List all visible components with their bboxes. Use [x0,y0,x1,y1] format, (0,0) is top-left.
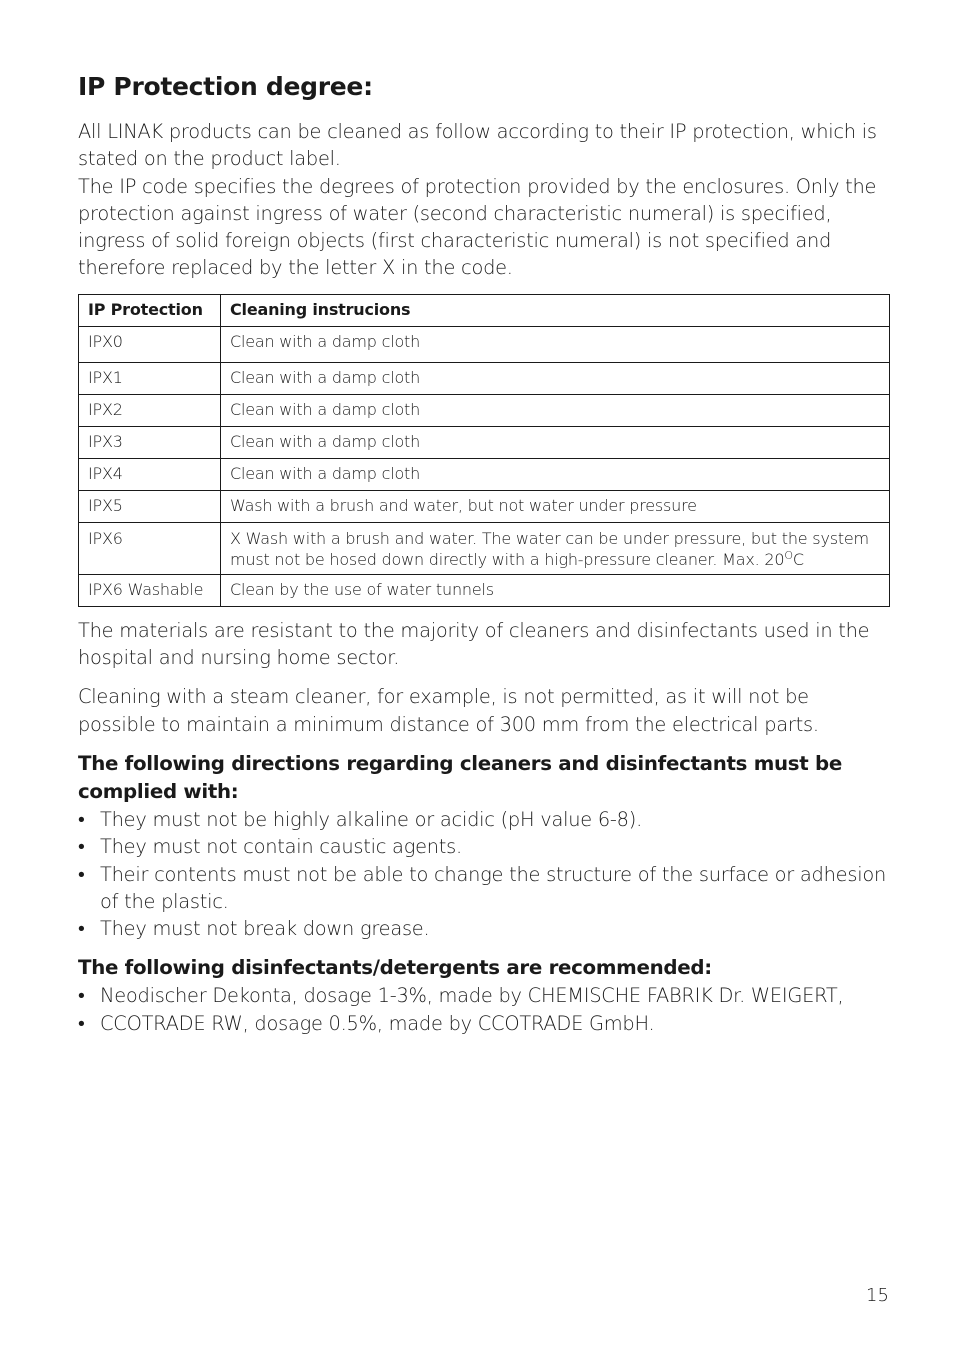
cell-instruction: Clean with a damp cloth [221,362,890,394]
intro-paragraph-2: The IP code specifies the degrees of protection provided by the enclosures. Only the protection against ingress of water (second characteristic numeral) is specified, ingress of solid foreign objects (first characteristic numeral) is not specified and therefore replaced by the letter X in the code. [78,174,877,280]
cell-instruction: Clean with a damp cloth [221,326,890,362]
bullet-icon: • [78,807,85,831]
header-ip-protection: IP Protection [79,294,221,326]
degree-superscript: O [784,549,793,563]
cell-instruction: Clean with a damp cloth [221,426,890,458]
materials-paragraph: The materials are resistant to the majority of cleaners and disinfectants used in the hospital and nursing home sector. [78,618,870,670]
list-item-text: They must not break down grease. [100,917,430,941]
list-item-text: Neodischer Dekonta, dosage 1-3%, made by CHEMISCHE FABRIK Dr. WEIGERT, [100,984,844,1008]
cell-ip: IPX6 [79,522,221,574]
list-item [78,806,890,833]
list-item-text: CCOTRADE RW, dosage 0.5%, made by CCOTRADE GmbH. [100,1011,655,1035]
bullet-icon: • [78,835,85,859]
list-item [78,833,890,860]
bullet-icon: • [78,862,85,886]
instruction-unit: C [792,550,804,570]
list-item-text: Their contents must not be able to change the structure of the surface or adhesion of the plastic. [100,862,886,913]
table-row [79,394,890,426]
list-item-text: They must not be highly alkaline or acidic (pH value 6-8). [100,807,642,831]
table-row [79,458,890,490]
page-content [78,70,890,1037]
intro-paragraph-1: All LINAK products can be cleaned as follow according to their IP protection, which is stated on the product label. [78,120,877,171]
table-row [79,490,890,522]
cell-ip: IPX3 [79,426,221,458]
cell-ip: IPX1 [79,362,221,394]
steam-cleaner-paragraph: Cleaning with a steam cleaner, for example, is not permitted, as it will not be possible to maintain a minimum distance of 300 mm from the electrical parts. [78,685,819,736]
list-item-text: They must not contain caustic agents. [100,835,462,859]
table-row [79,522,890,574]
cell-instruction [221,522,890,574]
cell-instruction: Clean by the use of water tunnels [221,574,890,606]
cell-ip: IPX6 Washable [79,574,221,606]
page-title: IP Protection degree: [78,72,373,101]
bullet-icon: • [78,1011,85,1035]
table-row [79,326,890,362]
cell-ip: IPX0 [79,326,221,362]
table-row [79,426,890,458]
cell-ip: IPX4 [79,458,221,490]
cell-ip: IPX2 [79,394,221,426]
list-item [78,861,890,916]
bullet-icon: • [78,917,85,941]
directions-heading: The following directions regarding cleaners and disinfectants must be complied with: [78,751,843,803]
cell-ip: IPX5 [79,490,221,522]
cell-instruction: Clean with a damp cloth [221,458,890,490]
instruction-text: X Wash with a brush and water. The water can be under pressure, but the system must not be hosed down directly with a high-pressure cleaner. Max. 20 [230,528,869,570]
cell-instruction: Wash with a brush and water, but not water under pressure [221,490,890,522]
list-item [78,982,890,1009]
table-header-row [79,294,890,326]
table-row [79,362,890,394]
directions-list [78,806,890,942]
header-cleaning-instructions: Cleaning instrucions [221,294,890,326]
ip-protection-table [78,294,890,607]
bullet-icon: • [78,984,85,1008]
table-row [79,574,890,606]
page-number: 15 [866,1285,889,1306]
intro-text [78,118,890,282]
list-item [78,1010,890,1037]
cell-instruction: Clean with a damp cloth [221,394,890,426]
recommended-heading: The following disinfectants/detergents are recommended: [78,956,712,980]
list-item [78,915,890,942]
recommended-list [78,982,890,1037]
